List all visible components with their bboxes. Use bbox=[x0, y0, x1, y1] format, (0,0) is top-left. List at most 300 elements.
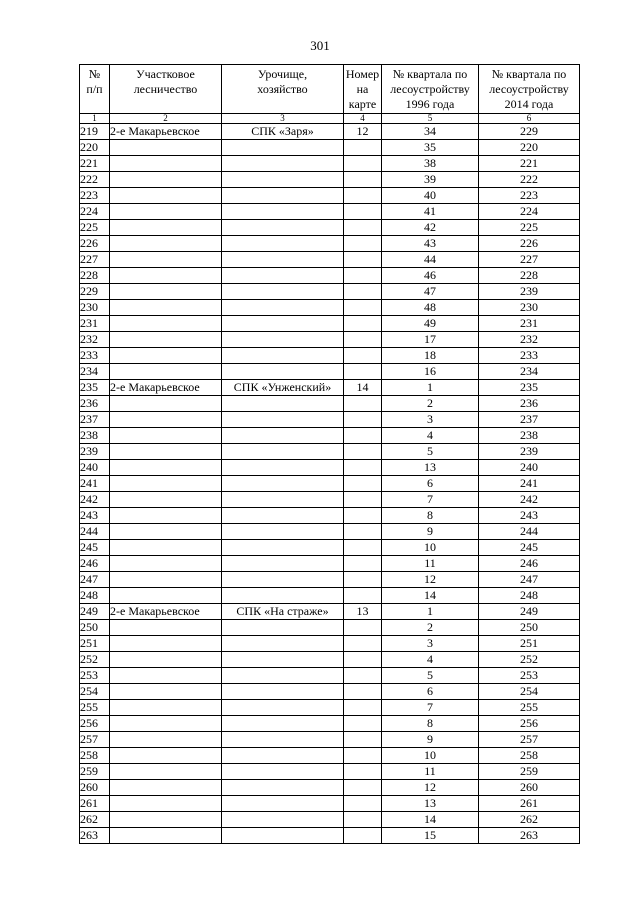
cell-quarter-2014: 243 bbox=[479, 508, 580, 524]
cell-tract bbox=[222, 188, 344, 204]
table-row bbox=[80, 348, 580, 364]
cell-tract: СПК «Унженский» bbox=[222, 380, 344, 396]
cell-forestry bbox=[110, 188, 222, 204]
cell-forestry bbox=[110, 572, 222, 588]
table-row bbox=[80, 396, 580, 412]
cell-quarter-2014: 237 bbox=[479, 412, 580, 428]
cell-map-number bbox=[344, 348, 382, 364]
cell-tract bbox=[222, 220, 344, 236]
column-number: 5 bbox=[382, 114, 479, 124]
table-row bbox=[80, 620, 580, 636]
cell-forestry bbox=[110, 316, 222, 332]
cell-tract bbox=[222, 268, 344, 284]
cell-forestry bbox=[110, 140, 222, 156]
cell-quarter-1996: 38 bbox=[382, 156, 479, 172]
cell-quarter-2014: 235 bbox=[479, 380, 580, 396]
cell-tract bbox=[222, 476, 344, 492]
cell-number: 246 bbox=[80, 556, 110, 572]
cell-forestry bbox=[110, 716, 222, 732]
cell-tract bbox=[222, 764, 344, 780]
cell-quarter-2014: 227 bbox=[479, 252, 580, 268]
cell-tract bbox=[222, 652, 344, 668]
cell-number: 231 bbox=[80, 316, 110, 332]
cell-number: 223 bbox=[80, 188, 110, 204]
cell-number: 245 bbox=[80, 540, 110, 556]
cell-number: 222 bbox=[80, 172, 110, 188]
cell-quarter-2014: 251 bbox=[479, 636, 580, 652]
table-row bbox=[80, 556, 580, 572]
table-row bbox=[80, 812, 580, 828]
cell-number: 237 bbox=[80, 412, 110, 428]
cell-map-number bbox=[344, 652, 382, 668]
cell-quarter-2014: 260 bbox=[479, 780, 580, 796]
cell-forestry bbox=[110, 284, 222, 300]
cell-map-number bbox=[344, 252, 382, 268]
table-row bbox=[80, 284, 580, 300]
cell-quarter-2014: 252 bbox=[479, 652, 580, 668]
cell-forestry bbox=[110, 620, 222, 636]
cell-tract bbox=[222, 364, 344, 380]
cell-quarter-2014: 244 bbox=[479, 524, 580, 540]
cell-quarter-1996: 13 bbox=[382, 796, 479, 812]
cell-forestry bbox=[110, 540, 222, 556]
cell-quarter-2014: 232 bbox=[479, 332, 580, 348]
table-body bbox=[80, 124, 580, 844]
cell-quarter-1996: 4 bbox=[382, 428, 479, 444]
cell-quarter-2014: 253 bbox=[479, 668, 580, 684]
cell-quarter-1996: 48 bbox=[382, 300, 479, 316]
cell-number: 243 bbox=[80, 508, 110, 524]
cell-number: 227 bbox=[80, 252, 110, 268]
cell-forestry bbox=[110, 700, 222, 716]
cell-tract bbox=[222, 300, 344, 316]
cell-forestry bbox=[110, 796, 222, 812]
cell-tract bbox=[222, 428, 344, 444]
table-row bbox=[80, 492, 580, 508]
cell-map-number bbox=[344, 428, 382, 444]
cell-quarter-1996: 15 bbox=[382, 828, 479, 844]
table-row bbox=[80, 732, 580, 748]
cell-quarter-1996: 43 bbox=[382, 236, 479, 252]
cell-forestry bbox=[110, 172, 222, 188]
cell-quarter-1996: 40 bbox=[382, 188, 479, 204]
cell-quarter-2014: 263 bbox=[479, 828, 580, 844]
table-row bbox=[80, 524, 580, 540]
cell-quarter-2014: 225 bbox=[479, 220, 580, 236]
table-header bbox=[80, 65, 580, 124]
cell-quarter-2014: 236 bbox=[479, 396, 580, 412]
cell-map-number bbox=[344, 268, 382, 284]
cell-quarter-2014: 239 bbox=[479, 444, 580, 460]
cell-forestry bbox=[110, 588, 222, 604]
cell-forestry bbox=[110, 668, 222, 684]
cell-quarter-2014: 230 bbox=[479, 300, 580, 316]
table-row bbox=[80, 412, 580, 428]
cell-forestry bbox=[110, 732, 222, 748]
cell-tract: СПК «На страже» bbox=[222, 604, 344, 620]
cell-quarter-1996: 49 bbox=[382, 316, 479, 332]
cell-map-number bbox=[344, 476, 382, 492]
column-number: 6 bbox=[479, 114, 580, 124]
cell-number: 262 bbox=[80, 812, 110, 828]
cell-map-number: 13 bbox=[344, 604, 382, 620]
cell-number: 230 bbox=[80, 300, 110, 316]
cell-map-number bbox=[344, 716, 382, 732]
cell-map-number bbox=[344, 204, 382, 220]
cell-map-number bbox=[344, 732, 382, 748]
cell-number: 244 bbox=[80, 524, 110, 540]
cell-quarter-2014: 222 bbox=[479, 172, 580, 188]
cell-quarter-2014: 250 bbox=[479, 620, 580, 636]
header-quarter-2014: № квартала по лесоустройству 2014 года bbox=[479, 65, 580, 114]
cell-tract bbox=[222, 572, 344, 588]
table-row bbox=[80, 140, 580, 156]
cell-map-number bbox=[344, 684, 382, 700]
cell-map-number bbox=[344, 444, 382, 460]
cell-quarter-1996: 14 bbox=[382, 588, 479, 604]
cell-quarter-1996: 13 bbox=[382, 460, 479, 476]
cell-quarter-2014: 234 bbox=[479, 364, 580, 380]
cell-number: 256 bbox=[80, 716, 110, 732]
cell-number: 238 bbox=[80, 428, 110, 444]
table-row bbox=[80, 252, 580, 268]
cell-tract bbox=[222, 700, 344, 716]
table-row bbox=[80, 668, 580, 684]
quarter-registry-table bbox=[79, 64, 580, 844]
cell-forestry bbox=[110, 684, 222, 700]
cell-tract bbox=[222, 252, 344, 268]
cell-quarter-2014: 246 bbox=[479, 556, 580, 572]
cell-map-number bbox=[344, 796, 382, 812]
cell-tract bbox=[222, 396, 344, 412]
cell-tract bbox=[222, 780, 344, 796]
cell-quarter-1996: 11 bbox=[382, 764, 479, 780]
cell-quarter-1996: 42 bbox=[382, 220, 479, 236]
cell-quarter-2014: 223 bbox=[479, 188, 580, 204]
table-row bbox=[80, 188, 580, 204]
cell-forestry bbox=[110, 364, 222, 380]
column-number: 4 bbox=[344, 114, 382, 124]
cell-tract bbox=[222, 668, 344, 684]
header-tract: Урочище, хозяйство bbox=[222, 65, 344, 114]
cell-map-number: 14 bbox=[344, 380, 382, 396]
page-number: 301 bbox=[310, 38, 330, 53]
cell-quarter-1996: 47 bbox=[382, 284, 479, 300]
cell-quarter-1996: 10 bbox=[382, 540, 479, 556]
table-row bbox=[80, 364, 580, 380]
table-row bbox=[80, 508, 580, 524]
cell-quarter-1996: 39 bbox=[382, 172, 479, 188]
cell-forestry bbox=[110, 236, 222, 252]
cell-quarter-1996: 10 bbox=[382, 748, 479, 764]
cell-quarter-1996: 8 bbox=[382, 716, 479, 732]
cell-forestry bbox=[110, 492, 222, 508]
cell-tract bbox=[222, 460, 344, 476]
cell-map-number bbox=[344, 812, 382, 828]
cell-map-number bbox=[344, 668, 382, 684]
cell-number: 251 bbox=[80, 636, 110, 652]
cell-number: 228 bbox=[80, 268, 110, 284]
cell-forestry bbox=[110, 396, 222, 412]
cell-forestry bbox=[110, 268, 222, 284]
cell-quarter-2014: 248 bbox=[479, 588, 580, 604]
cell-tract bbox=[222, 412, 344, 428]
cell-map-number bbox=[344, 508, 382, 524]
cell-tract bbox=[222, 508, 344, 524]
table-row bbox=[80, 588, 580, 604]
table-row bbox=[80, 236, 580, 252]
table-row bbox=[80, 124, 580, 140]
cell-quarter-1996: 16 bbox=[382, 364, 479, 380]
cell-forestry bbox=[110, 556, 222, 572]
cell-tract bbox=[222, 348, 344, 364]
cell-tract bbox=[222, 556, 344, 572]
cell-tract: СПК «Заря» bbox=[222, 124, 344, 140]
table-row bbox=[80, 204, 580, 220]
cell-tract bbox=[222, 156, 344, 172]
table-row bbox=[80, 316, 580, 332]
column-number: 1 bbox=[80, 114, 110, 124]
cell-quarter-1996: 2 bbox=[382, 620, 479, 636]
cell-quarter-1996: 12 bbox=[382, 780, 479, 796]
cell-forestry bbox=[110, 748, 222, 764]
cell-tract bbox=[222, 828, 344, 844]
cell-tract bbox=[222, 284, 344, 300]
table-row bbox=[80, 700, 580, 716]
cell-map-number bbox=[344, 572, 382, 588]
cell-tract bbox=[222, 732, 344, 748]
cell-quarter-1996: 1 bbox=[382, 604, 479, 620]
table-row bbox=[80, 652, 580, 668]
cell-number: 263 bbox=[80, 828, 110, 844]
cell-map-number bbox=[344, 172, 382, 188]
cell-number: 225 bbox=[80, 220, 110, 236]
cell-number: 260 bbox=[80, 780, 110, 796]
table-row bbox=[80, 460, 580, 476]
cell-quarter-2014: 226 bbox=[479, 236, 580, 252]
cell-forestry bbox=[110, 412, 222, 428]
cell-forestry bbox=[110, 764, 222, 780]
cell-number: 254 bbox=[80, 684, 110, 700]
cell-quarter-2014: 224 bbox=[479, 204, 580, 220]
cell-quarter-1996: 2 bbox=[382, 396, 479, 412]
cell-map-number bbox=[344, 556, 382, 572]
cell-number: 259 bbox=[80, 764, 110, 780]
cell-map-number bbox=[344, 332, 382, 348]
cell-quarter-2014: 240 bbox=[479, 460, 580, 476]
cell-map-number bbox=[344, 620, 382, 636]
cell-quarter-2014: 247 bbox=[479, 572, 580, 588]
cell-quarter-2014: 261 bbox=[479, 796, 580, 812]
cell-quarter-2014: 242 bbox=[479, 492, 580, 508]
table-row bbox=[80, 684, 580, 700]
cell-map-number bbox=[344, 828, 382, 844]
cell-map-number bbox=[344, 284, 382, 300]
cell-number: 232 bbox=[80, 332, 110, 348]
cell-map-number bbox=[344, 188, 382, 204]
cell-map-number bbox=[344, 588, 382, 604]
cell-number: 253 bbox=[80, 668, 110, 684]
cell-forestry bbox=[110, 636, 222, 652]
cell-map-number bbox=[344, 524, 382, 540]
cell-quarter-1996: 17 bbox=[382, 332, 479, 348]
cell-quarter-2014: 228 bbox=[479, 268, 580, 284]
cell-quarter-2014: 257 bbox=[479, 732, 580, 748]
cell-quarter-2014: 254 bbox=[479, 684, 580, 700]
cell-number: 234 bbox=[80, 364, 110, 380]
cell-number: 221 bbox=[80, 156, 110, 172]
cell-number: 248 bbox=[80, 588, 110, 604]
cell-map-number bbox=[344, 156, 382, 172]
cell-tract bbox=[222, 620, 344, 636]
cell-quarter-1996: 9 bbox=[382, 524, 479, 540]
cell-quarter-1996: 8 bbox=[382, 508, 479, 524]
table-row bbox=[80, 156, 580, 172]
cell-quarter-2014: 221 bbox=[479, 156, 580, 172]
cell-number: 258 bbox=[80, 748, 110, 764]
cell-forestry bbox=[110, 300, 222, 316]
cell-quarter-2014: 239 bbox=[479, 284, 580, 300]
cell-number: 220 bbox=[80, 140, 110, 156]
cell-quarter-1996: 34 bbox=[382, 124, 479, 140]
cell-number: 247 bbox=[80, 572, 110, 588]
cell-forestry bbox=[110, 444, 222, 460]
cell-quarter-2014: 258 bbox=[479, 748, 580, 764]
cell-quarter-1996: 7 bbox=[382, 492, 479, 508]
cell-quarter-1996: 46 bbox=[382, 268, 479, 284]
cell-quarter-1996: 5 bbox=[382, 444, 479, 460]
cell-number: 219 bbox=[80, 124, 110, 140]
cell-map-number bbox=[344, 236, 382, 252]
cell-map-number: 12 bbox=[344, 124, 382, 140]
cell-tract bbox=[222, 540, 344, 556]
cell-map-number bbox=[344, 412, 382, 428]
cell-tract bbox=[222, 140, 344, 156]
cell-forestry bbox=[110, 828, 222, 844]
cell-number: 250 bbox=[80, 620, 110, 636]
cell-quarter-1996: 7 bbox=[382, 700, 479, 716]
table-row bbox=[80, 780, 580, 796]
cell-forestry bbox=[110, 156, 222, 172]
cell-forestry bbox=[110, 220, 222, 236]
table-row bbox=[80, 572, 580, 588]
cell-quarter-2014: 241 bbox=[479, 476, 580, 492]
cell-number: 229 bbox=[80, 284, 110, 300]
table-row bbox=[80, 220, 580, 236]
cell-tract bbox=[222, 332, 344, 348]
cell-forestry: 2-е Макарьевское bbox=[110, 380, 222, 396]
header-num: № п/п bbox=[80, 65, 110, 114]
cell-forestry bbox=[110, 348, 222, 364]
cell-forestry: 2-е Макарьевское bbox=[110, 124, 222, 140]
table-row bbox=[80, 796, 580, 812]
header-quarter-1996: № квартала по лесоустройству 1996 года bbox=[382, 65, 479, 114]
cell-quarter-2014: 262 bbox=[479, 812, 580, 828]
table-row bbox=[80, 828, 580, 844]
cell-quarter-2014: 249 bbox=[479, 604, 580, 620]
cell-map-number bbox=[344, 396, 382, 412]
cell-quarter-1996: 14 bbox=[382, 812, 479, 828]
cell-forestry bbox=[110, 460, 222, 476]
column-number: 2 bbox=[110, 114, 222, 124]
cell-forestry bbox=[110, 252, 222, 268]
cell-quarter-1996: 4 bbox=[382, 652, 479, 668]
cell-forestry bbox=[110, 652, 222, 668]
header-map-number: Номер на карте bbox=[344, 65, 382, 114]
header-forestry: Участковое лесничество bbox=[110, 65, 222, 114]
cell-tract bbox=[222, 492, 344, 508]
cell-quarter-1996: 3 bbox=[382, 636, 479, 652]
cell-forestry bbox=[110, 476, 222, 492]
cell-tract bbox=[222, 204, 344, 220]
cell-map-number bbox=[344, 540, 382, 556]
cell-number: 252 bbox=[80, 652, 110, 668]
cell-quarter-1996: 18 bbox=[382, 348, 479, 364]
cell-map-number bbox=[344, 300, 382, 316]
cell-number: 249 bbox=[80, 604, 110, 620]
cell-forestry bbox=[110, 332, 222, 348]
cell-tract bbox=[222, 684, 344, 700]
cell-number: 240 bbox=[80, 460, 110, 476]
cell-quarter-1996: 12 bbox=[382, 572, 479, 588]
table-row bbox=[80, 172, 580, 188]
cell-quarter-2014: 231 bbox=[479, 316, 580, 332]
table-row bbox=[80, 716, 580, 732]
cell-quarter-2014: 220 bbox=[479, 140, 580, 156]
table-row bbox=[80, 380, 580, 396]
cell-map-number bbox=[344, 220, 382, 236]
cell-number: 261 bbox=[80, 796, 110, 812]
cell-tract bbox=[222, 524, 344, 540]
cell-quarter-1996: 44 bbox=[382, 252, 479, 268]
table-row bbox=[80, 332, 580, 348]
cell-tract bbox=[222, 796, 344, 812]
cell-tract bbox=[222, 444, 344, 460]
cell-map-number bbox=[344, 780, 382, 796]
table-row bbox=[80, 476, 580, 492]
cell-forestry bbox=[110, 428, 222, 444]
cell-tract bbox=[222, 716, 344, 732]
cell-number: 235 bbox=[80, 380, 110, 396]
cell-map-number bbox=[344, 748, 382, 764]
cell-forestry bbox=[110, 524, 222, 540]
table-row bbox=[80, 604, 580, 620]
cell-forestry bbox=[110, 508, 222, 524]
column-number: 3 bbox=[222, 114, 344, 124]
cell-map-number bbox=[344, 636, 382, 652]
cell-quarter-1996: 3 bbox=[382, 412, 479, 428]
cell-quarter-2014: 256 bbox=[479, 716, 580, 732]
cell-number: 257 bbox=[80, 732, 110, 748]
cell-forestry bbox=[110, 204, 222, 220]
cell-number: 233 bbox=[80, 348, 110, 364]
cell-tract bbox=[222, 812, 344, 828]
cell-forestry bbox=[110, 812, 222, 828]
cell-forestry bbox=[110, 780, 222, 796]
cell-quarter-1996: 6 bbox=[382, 476, 479, 492]
cell-number: 224 bbox=[80, 204, 110, 220]
cell-quarter-2014: 229 bbox=[479, 124, 580, 140]
cell-number: 239 bbox=[80, 444, 110, 460]
table-row bbox=[80, 428, 580, 444]
cell-number: 242 bbox=[80, 492, 110, 508]
cell-quarter-2014: 259 bbox=[479, 764, 580, 780]
cell-tract bbox=[222, 588, 344, 604]
column-number-row bbox=[80, 114, 580, 124]
cell-tract bbox=[222, 748, 344, 764]
table-row bbox=[80, 636, 580, 652]
table-row bbox=[80, 444, 580, 460]
